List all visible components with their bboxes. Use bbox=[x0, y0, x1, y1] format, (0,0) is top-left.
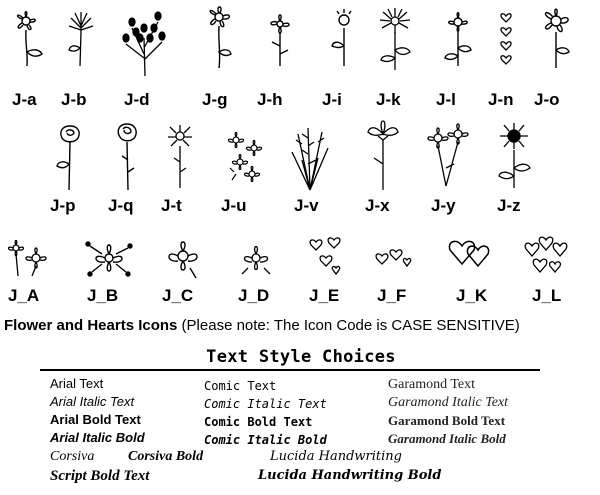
style-arial-italic-bold: Arial Italic Bold bbox=[50, 430, 145, 445]
icon-code: J-i bbox=[322, 90, 342, 109]
sunburst-flower-icon bbox=[374, 6, 416, 70]
icon-code: J-t bbox=[161, 196, 182, 215]
tulip-stem-icon bbox=[440, 8, 476, 66]
big-daisy-icon bbox=[538, 6, 574, 68]
small-flowers-icon bbox=[4, 236, 48, 278]
icon-code: J_C bbox=[162, 286, 194, 305]
icon-code: J-l bbox=[436, 90, 456, 109]
icon-code: J_K bbox=[456, 286, 488, 305]
style-arial-bold: Arial Bold Text bbox=[50, 412, 141, 427]
icon-code: J-o bbox=[534, 90, 560, 109]
wildflower-icon bbox=[262, 10, 298, 66]
heart-bunch-icon bbox=[522, 232, 570, 278]
flower-trio-icon bbox=[236, 240, 276, 278]
heart-stack-icon bbox=[494, 8, 518, 66]
icon-code: J-k bbox=[376, 90, 401, 109]
icon-code: J-y bbox=[431, 196, 456, 215]
spiky-flower-icon bbox=[164, 124, 196, 188]
style-arial: Arial Text bbox=[50, 376, 104, 391]
icon-code: J-p bbox=[50, 196, 76, 215]
sprout-flower-icon bbox=[328, 8, 360, 66]
icon-code: J_B bbox=[87, 286, 119, 305]
icon-code: J-z bbox=[497, 196, 521, 215]
peony-icon bbox=[110, 120, 144, 190]
double-heart-icon bbox=[446, 236, 494, 274]
icon-code: J_A bbox=[8, 286, 40, 305]
icon-code: J_E bbox=[309, 286, 340, 305]
dandelion-icon bbox=[64, 8, 98, 66]
tall-daisy-icon bbox=[200, 4, 238, 68]
text-styles-title: Text Style Choices bbox=[206, 347, 396, 367]
icon-code: J-u bbox=[221, 196, 247, 215]
grass-tuft-icon bbox=[288, 124, 332, 190]
style-script-bold: Script Bold Text bbox=[50, 468, 150, 484]
sunflower-icon bbox=[492, 122, 536, 188]
style-arial-italic: Arial Italic Text bbox=[50, 394, 135, 409]
style-corsiva-bold: Corsiva Bold bbox=[128, 449, 204, 464]
flower-pair-icon bbox=[424, 124, 472, 186]
icons-caption bbox=[4, 317, 596, 335]
style-garamond-italic: Garamond Italic Text bbox=[388, 395, 509, 410]
icon-code: J-q bbox=[108, 196, 134, 215]
daisy-leaf-icon bbox=[6, 8, 46, 66]
style-comic-bold: Comic Bold Text bbox=[204, 415, 313, 429]
icon-code: J-v bbox=[294, 196, 319, 215]
icon-code: J_L bbox=[532, 286, 562, 305]
style-garamond-italic-bold: Garamond Italic Bold bbox=[388, 431, 506, 446]
icon-code: J-g bbox=[202, 90, 228, 109]
style-lucida-bold: Lucida Handwriting Bold bbox=[258, 468, 442, 483]
caption-title: Flower and Hearts Icons bbox=[4, 317, 178, 334]
style-garamond: Garamond Text bbox=[388, 377, 476, 392]
icon-code: J-h bbox=[257, 90, 283, 109]
icon-code: J_F bbox=[377, 286, 407, 305]
berry-branch-icon bbox=[120, 8, 170, 76]
style-comic-italic: Comic Italic Text bbox=[204, 397, 327, 411]
icon-code: J_D bbox=[238, 286, 270, 305]
style-garamond-bold: Garamond Bold Text bbox=[388, 413, 506, 428]
poppy-icon bbox=[364, 120, 402, 190]
flower-dots-icon bbox=[84, 238, 134, 280]
round-flower-icon bbox=[164, 236, 202, 280]
small-hearts-icon bbox=[374, 244, 414, 272]
title-underline bbox=[40, 369, 540, 371]
flower-cluster-icon bbox=[222, 130, 268, 188]
icon-code: J-x bbox=[365, 196, 390, 215]
style-corsiva: Corsiva bbox=[50, 449, 95, 464]
icon-code: J-d bbox=[124, 90, 150, 109]
rose-icon bbox=[52, 122, 88, 190]
icon-code: J-a bbox=[12, 90, 37, 109]
style-comic: Comic Text bbox=[204, 379, 277, 393]
caption-note: (Please note: The Icon Code is CASE SENSITIVE) bbox=[177, 317, 520, 334]
style-lucida: Lucida Handwriting bbox=[270, 449, 403, 464]
style-comic-italic-bold: Comic Italic Bold bbox=[204, 433, 327, 447]
heart-cluster-icon bbox=[306, 234, 344, 280]
icon-code: J-n bbox=[488, 90, 514, 109]
icon-code: J-b bbox=[61, 90, 87, 109]
